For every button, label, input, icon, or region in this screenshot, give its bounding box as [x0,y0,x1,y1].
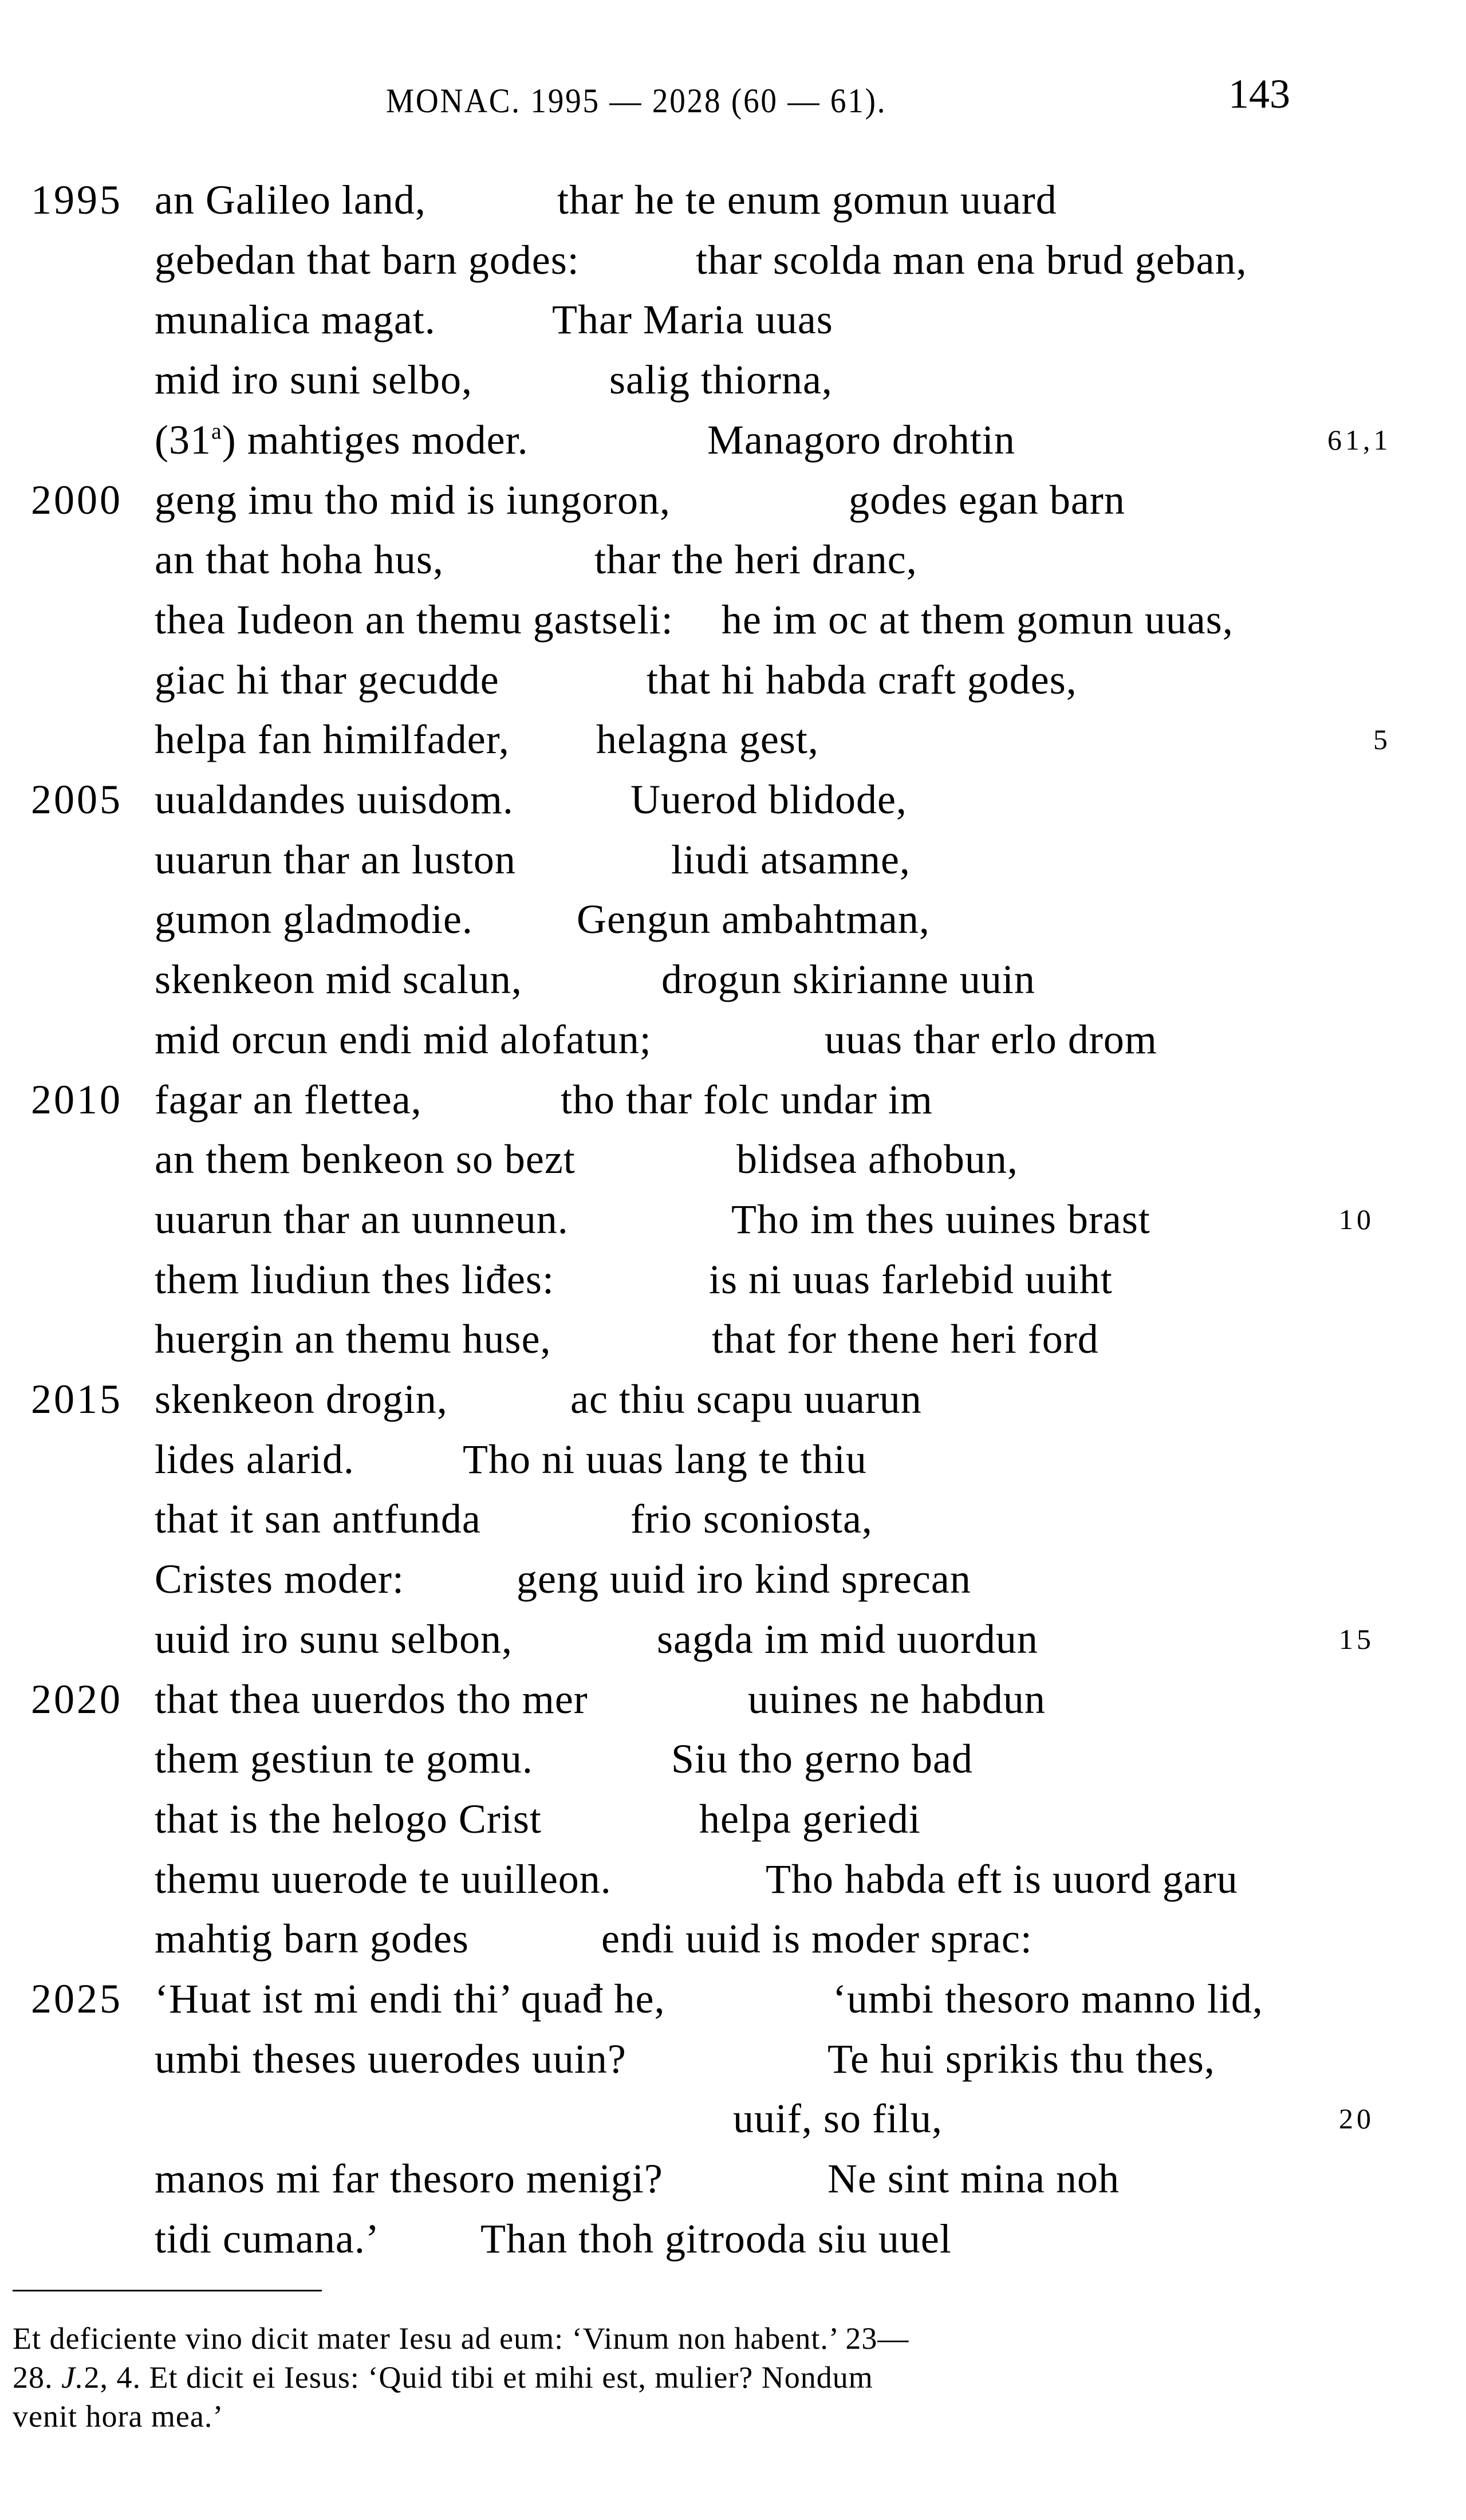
second-half-line: ‘umbi thesoro manno lid, [833,1976,1263,2022]
first-half-line [155,410,529,470]
verse-line [0,1250,1466,1309]
second-half-line: frio sconiosta, [630,1496,873,1542]
second-half-line: helpa geriedi [699,1796,921,1842]
verse-line [0,470,1466,530]
verse-line [0,889,1466,949]
second-half-line: Managoro drohtin [707,417,1015,463]
verse-line [0,1969,1466,2029]
second-half-line: he im oc at them gomun uuas, [722,597,1234,643]
first-half-line: an Galileo land, [155,177,426,223]
verse-line [0,1430,1466,1489]
first-half-line: uualdandes uuisdom. [155,777,514,822]
verse-number: 2020 [31,1676,123,1722]
first-half-line: geng imu tho mid is iungoron, [155,477,671,523]
verse-line [0,1549,1466,1609]
first-half-line: Cristes moder: [155,1556,404,1602]
verse-line [0,2149,1466,2208]
margin-line-reference: 61,1 [1327,424,1392,456]
verse-line [0,170,1466,230]
second-half-line: that for thene heri ford [712,1316,1099,1362]
second-half-line: thar he te enum gomun uuard [557,177,1057,223]
verse-number: 2010 [31,1077,123,1123]
second-half-line: Uuerod blidode, [630,777,907,822]
verse-line [0,530,1466,589]
second-half-line: ac thiu scapu uuarun [570,1376,922,1422]
second-half-line: Siu tho gerno bad [671,1736,973,1782]
verse-line [0,770,1466,829]
verse-line [0,650,1466,710]
second-half-line: Tho habda eft is uuord garu [766,1856,1238,1902]
first-half-line: mid iro suni selbo, [155,357,472,403]
second-half-line: tho thar folc undar im [561,1077,933,1123]
first-half-line: thea Iudeon an themu gastseli: [155,597,673,643]
second-half-line: Te hui sprikis thu thes, [827,2036,1215,2082]
verse-line [0,830,1466,889]
first-half-line: skenkeon mid scalun, [155,956,522,1002]
second-half-line: Than thoh gitrooda siu uuel [480,2216,952,2262]
second-half-line: that hi habda craft godes, [647,657,1077,703]
margin-line-reference: 15 [1339,1623,1374,1655]
first-half-line: manos mi far thesoro menigi? [155,2156,663,2202]
first-half-line: mid orcun endi mid alofatun; [155,1017,652,1062]
manuscript-folio-open: (31 [155,417,211,463]
second-half-line: uuas thar erlo drom [825,1017,1157,1062]
verse-line [0,590,1466,649]
verse-line [0,950,1466,1009]
verse-line [0,2209,1466,2269]
verse-line [0,1070,1466,1129]
verse-line [0,1909,1466,1968]
verse-line [0,1309,1466,1369]
first-half-line: uuarun thar an uunneun. [155,1196,569,1242]
margin-line-reference: 20 [1339,2102,1374,2135]
verse-number: 2015 [31,1376,123,1422]
footnote-verse-range-end: 28. [13,2360,53,2395]
first-half-line: helpa fan himilfader, [155,716,510,762]
footnote-gospel-ref-book: J. [61,2360,84,2395]
verse-line [0,1489,1466,1549]
margin-line-reference: 5 [1373,723,1391,755]
first-half-line: fagar an flettea, [155,1077,422,1123]
verse-line [0,1789,1466,1849]
first-half-line: gebedan that barn godes: [155,237,580,283]
first-half-line: them gestiun te gomu. [155,1736,533,1782]
second-half-line: Tho im thes uuines brast [731,1196,1150,1242]
verse-line [0,410,1466,470]
footnote-gospel-ref-chapter: 2, 4. [84,2360,141,2395]
second-half-line: thar the heri dranc, [594,537,917,582]
first-half-line: that it san antfunda [155,1496,481,1542]
verse-line [0,1849,1466,1909]
first-half-line: that thea uuerdos tho mer [155,1676,588,1722]
verse-line [0,710,1466,769]
second-half-line: helagna gest, [596,716,819,762]
first-half-line: themu uuerode te uuilleon. [155,1856,612,1902]
verse-line [0,1010,1466,1069]
second-half-line: godes egan barn [849,477,1125,523]
first-half-line: lides alarid. [155,1436,354,1482]
running-title: MONAC. 1995 — 2028 (60 — 61). [386,82,887,120]
second-half-line: Thar Maria uuas [552,297,833,342]
verse-line [0,1129,1466,1189]
footnote-divider [13,2290,322,2291]
second-half-line: salig thiorna, [609,357,833,403]
verse-line [0,1369,1466,1429]
second-half-line: Tho ni uuas lang te thiu [463,1436,867,1482]
first-half-text: ) mahtiges moder. [222,417,529,463]
first-half-line: ‘Huat ist mi endi thi’ quađ he, [155,1976,665,2022]
first-half-line: tidi cumana.’ [155,2216,380,2262]
verse-line [0,1670,1466,1729]
margin-line-reference: 10 [1339,1203,1374,1235]
first-half-line: uuarun thar an luston [155,837,516,883]
verse-number: 1995 [31,177,123,223]
verse-line [0,350,1466,410]
second-half-line: thar scolda man ena brud geban, [696,237,1247,283]
first-half-line: huergin an themu huse, [155,1316,551,1362]
second-half-line: is ni uuas farlebid uuiht [709,1257,1113,1302]
verse-number: 2000 [31,477,123,523]
first-half-line: that is the helogo Crist [155,1796,542,1842]
second-half-line: sagda im mid uuordun [657,1616,1038,1662]
verse-line [0,2029,1466,2089]
first-half-line: an them benkeon so bezt [155,1136,576,1182]
first-half-line: skenkeon drogin, [155,1376,448,1422]
first-half-line: munalica magat. [155,297,436,342]
page-number: 143 [1228,71,1290,117]
first-half-line: them liudiun thes liđes: [155,1257,554,1302]
footnote-line-3: venit hora mea.’ [13,2399,224,2434]
second-half-line: liudi atsamne, [671,837,911,883]
verse-number: 2005 [31,777,123,822]
second-half-line: Gengun ambahtman, [577,896,930,942]
first-half-line: mahtig barn godes [155,1916,469,1962]
first-half-line: umbi theses uuerodes uuin? [155,2036,626,2082]
first-half-line: uuid iro sunu selbon, [155,1616,513,1662]
folio-side-superscript: a [211,418,222,444]
verse-line [0,2089,1466,2148]
footnote-line-1: Et deficiente vino dicit mater Iesu ad eum: ‘Vinum non habent.’ 23— [13,2321,909,2356]
verse-line [0,1190,1466,1249]
first-half-line: an that hoha hus, [155,537,444,582]
second-half-line: Ne sint mina noh [827,2156,1120,2202]
footnote-latin-text: Et dicit ei Iesus: ‘Quid tibi et mihi est, mulier? Nondum [149,2360,873,2395]
second-half-line: geng uuid iro kind sprecan [517,1556,971,1602]
verse-line [0,290,1466,349]
first-half-line: gumon gladmodie. [155,896,473,942]
second-half-line: drogun skirianne uuin [661,956,1035,1002]
verse-number: 2025 [31,1976,123,2022]
second-half-line: endi uuid is moder sprac: [601,1916,1032,1962]
footnote-line-2 [13,2358,873,2396]
verse-line [0,1609,1466,1669]
second-half-line: blidsea afhobun, [736,1136,1018,1182]
first-half-line: giac hi thar gecudde [155,657,499,703]
verse-line [0,1729,1466,1789]
second-half-line: uuines ne habdun [748,1676,1046,1722]
second-half-line: uuif, so filu, [733,2096,943,2141]
verse-line [0,230,1466,290]
